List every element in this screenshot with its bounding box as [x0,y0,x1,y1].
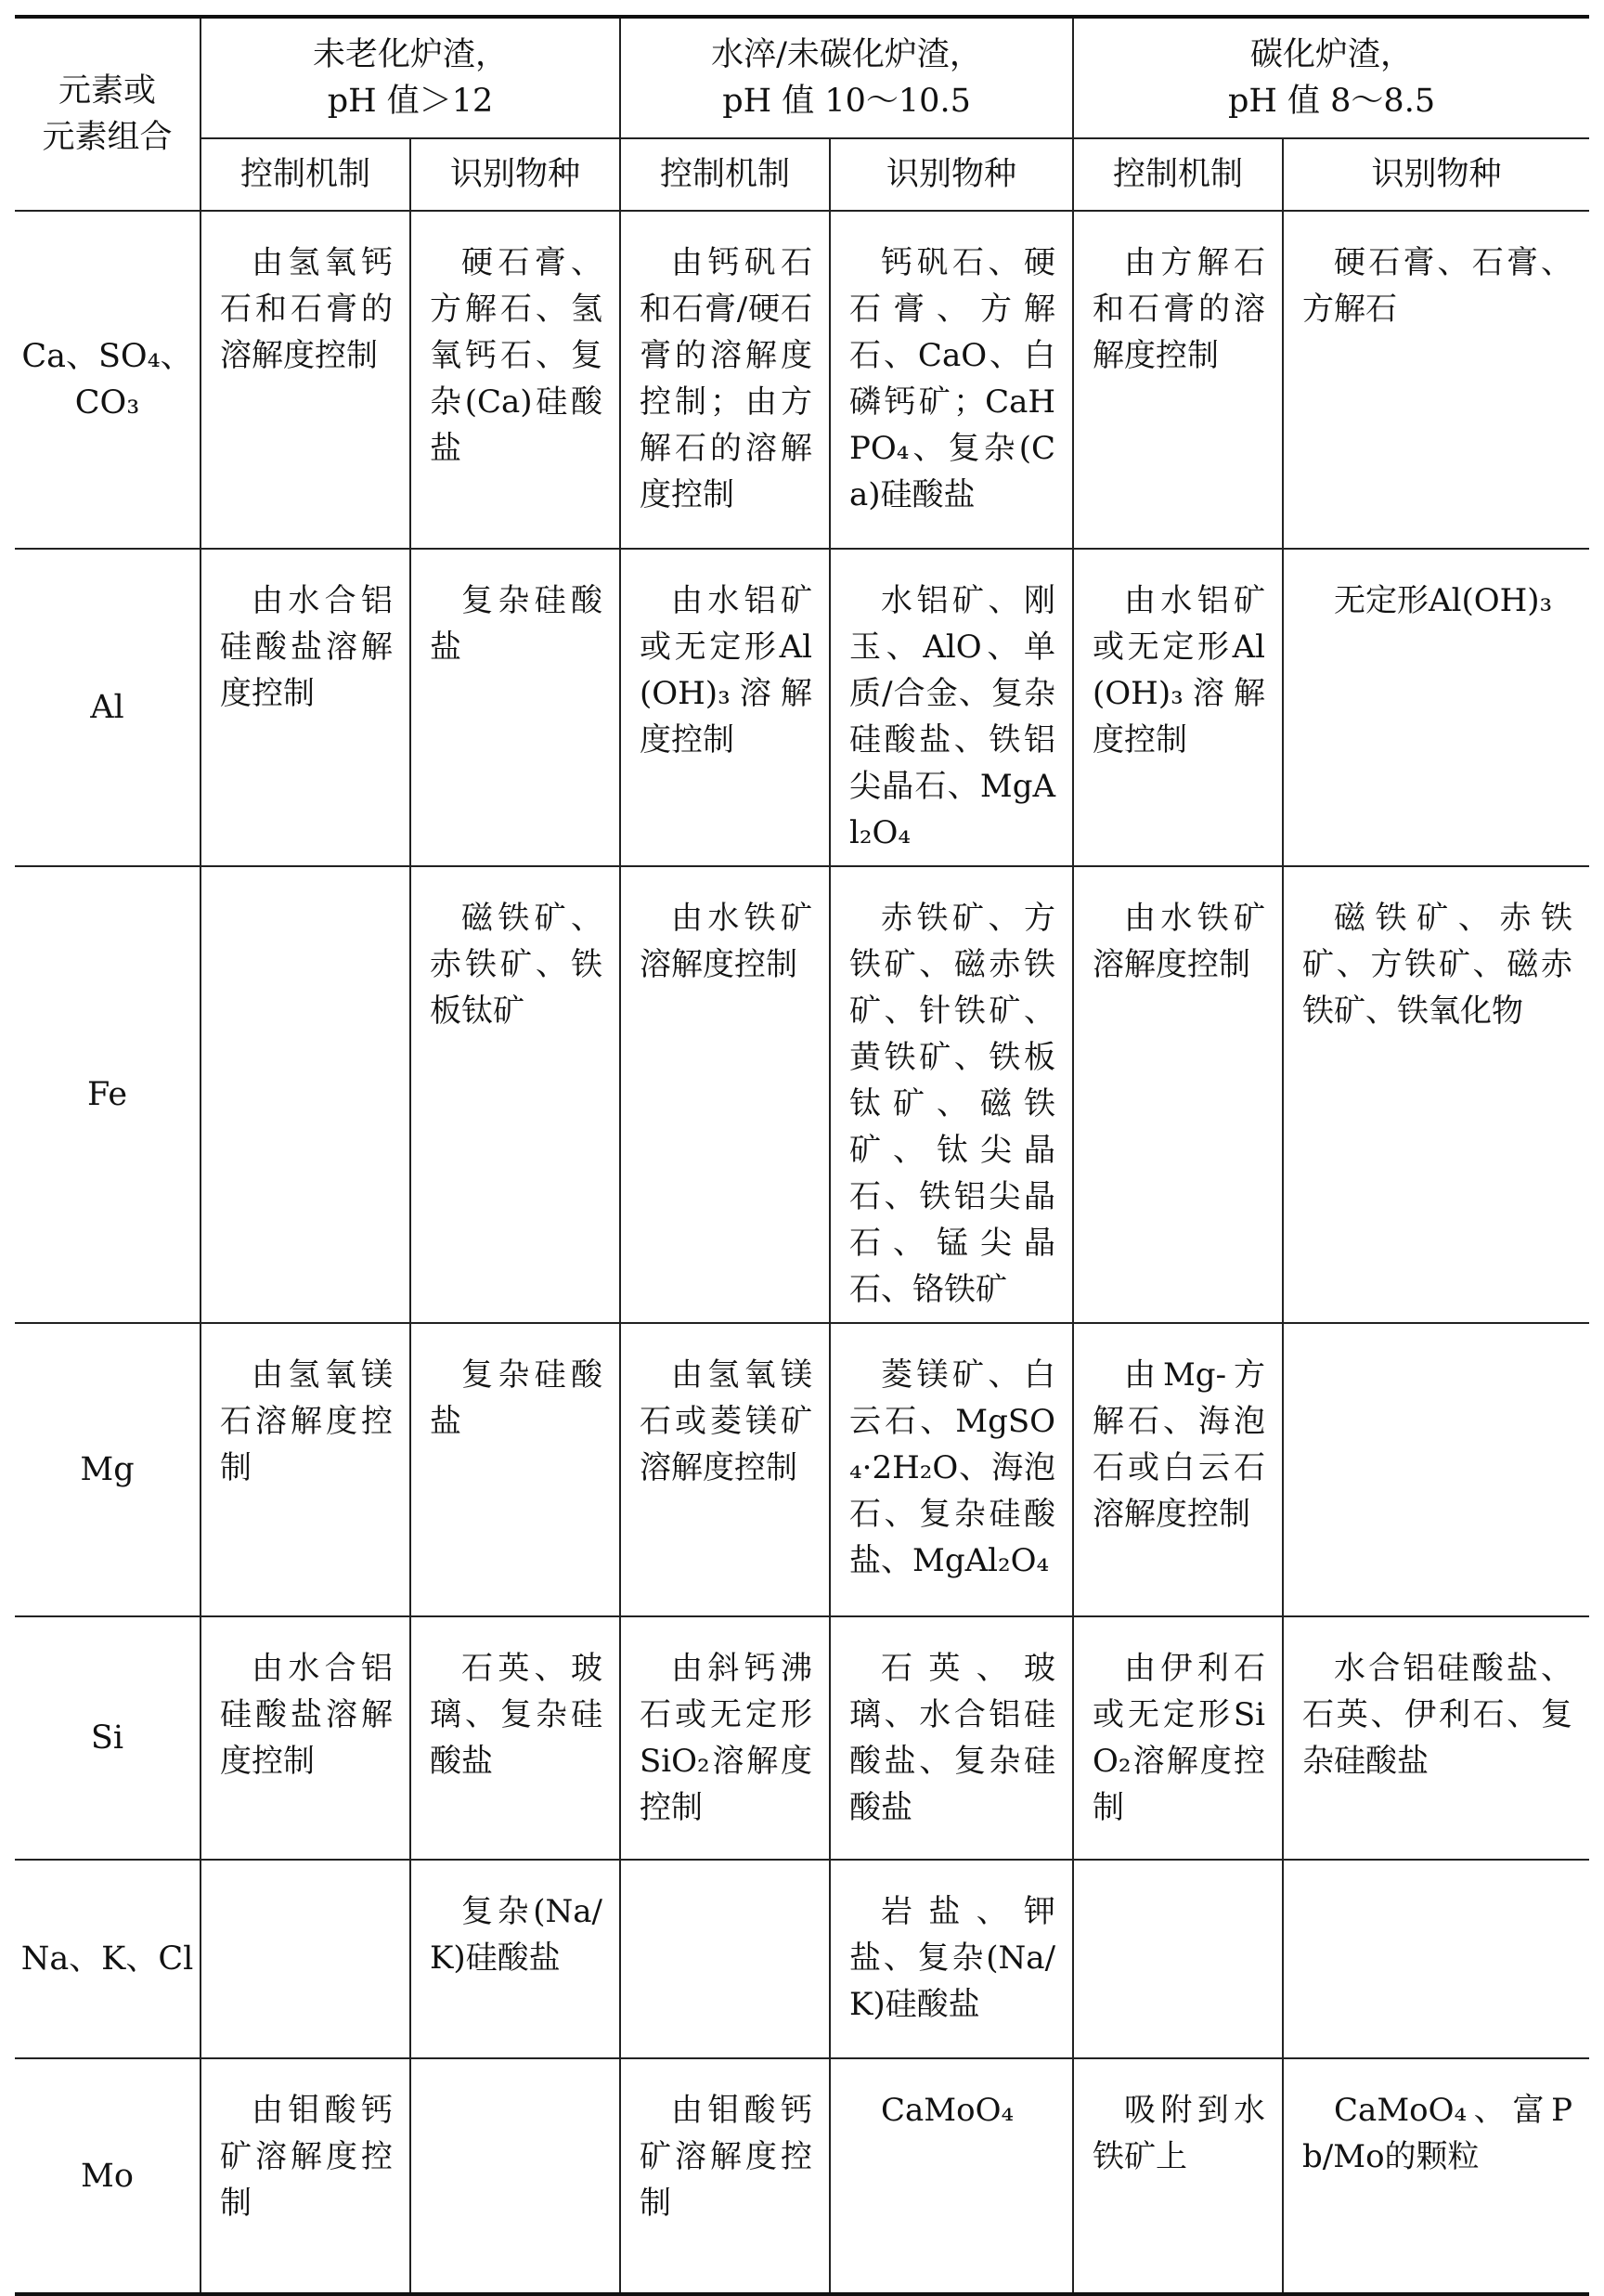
cell-text: 硬石膏、石膏、方解石 [1302,244,1573,328]
identified-species-cell [830,1323,1073,1616]
control-mechanism-cell [200,1323,410,1616]
sub-header-species: 识别物种 [1283,138,1589,211]
control-mechanism-cell [1073,2058,1283,2294]
control-mechanism-cell [200,866,410,1323]
table-row [15,549,1589,866]
table-row [15,1616,1589,1860]
cell-text: 石英、玻璃、复杂硅酸盐 [430,1650,603,1780]
control-mechanism-cell [200,549,410,866]
cell-text: 由水铝矿或无定形Al(OH)₃溶解度控制 [640,582,813,759]
control-mechanism-cell [1073,211,1283,549]
header-row-sub [15,138,1589,211]
identified-species-cell [830,2058,1073,2294]
cell-text: 硬石膏、方解石、氢氧钙石、复杂(Ca)硅酸盐 [430,244,603,467]
table-row [15,1323,1589,1616]
identified-species-cell [1283,866,1589,1323]
cell-text: 由水铁矿溶解度控制 [1093,900,1266,983]
control-mechanism-cell [620,1323,830,1616]
cell-text: 由钙矾石和石膏/硬石膏的溶解度控制；由方解石的溶解度控制 [640,244,813,513]
element-label: Si [15,1616,200,1860]
identified-species-cell [830,1860,1073,2058]
cell-text: 由钼酸钙矿溶解度控制 [220,2092,393,2222]
element-header-line2: 元素组合 [42,119,173,156]
element-label: Al [15,549,200,866]
group-title: 未老化炉渣， [313,36,509,73]
cell-text: 由氢氧钙石和石膏的溶解度控制 [220,244,393,374]
cell-text: 由钼酸钙矿溶解度控制 [640,2092,813,2222]
control-mechanism-cell [1073,1860,1283,2058]
control-mechanism-cell [620,2058,830,2294]
control-mechanism-cell [1073,1616,1283,1860]
identified-species-cell [1283,2058,1589,2294]
sub-header-species: 识别物种 [410,138,620,211]
cell-text: 由斜钙沸石或无定形SiO₂溶解度控制 [640,1650,813,1826]
identified-species-cell [410,211,620,549]
group-title: 碳化炉渣， [1250,36,1414,73]
cell-text: 无定形Al(OH)₃ [1334,582,1553,619]
element-header-line1: 元素或 [58,72,156,110]
identified-species-cell [410,866,620,1323]
identified-species-cell [830,549,1073,866]
control-mechanism-cell [200,2058,410,2294]
group-ph: pH 值 8～8.5 [1227,83,1436,120]
element-label: Na、K、Cl [15,1860,200,2058]
sub-header-control: 控制机制 [200,138,410,211]
group-ph: pH 值 10～10.5 [722,83,971,120]
sub-header-control: 控制机制 [620,138,830,211]
control-mechanism-cell [620,549,830,866]
identified-species-cell [410,549,620,866]
control-mechanism-cell [1073,866,1283,1323]
cell-text: 菱镁矿、白云石、MgSO₄·2H₂O、海泡石、复杂硅酸盐、MgAl₂O₄ [849,1356,1056,1579]
identified-species-cell [830,866,1073,1323]
element-column-header [15,17,200,211]
identified-species-cell [1283,1323,1589,1616]
group-header-unaged [200,17,620,138]
identified-species-cell [1283,1616,1589,1860]
cell-text: CaMoO₄、富Pb/Mo的颗粒 [1302,2092,1573,2175]
identified-species-cell [410,1323,620,1616]
cell-text: 由水铝矿或无定形Al(OH)₃溶解度控制 [1093,582,1266,759]
control-mechanism-cell [1073,549,1283,866]
cell-text: 由水合铝硅酸盐溶解度控制 [220,582,393,712]
sub-header-control: 控制机制 [1073,138,1283,211]
cell-text: 钙矾石、硬石膏、方解石、CaO、白磷钙矿；CaHPO₄、复杂(Ca)硅酸盐 [849,244,1056,513]
cell-text: 吸附到水铁矿上 [1093,2092,1266,2175]
identified-species-cell [410,2058,620,2294]
table-row [15,211,1589,549]
identified-species-cell [410,1860,620,2058]
control-mechanism-cell [200,1860,410,2058]
cell-text: CaMoO₄ [881,2092,1015,2129]
cell-text: 由氢氧镁石溶解度控制 [220,1356,393,1486]
element-label: Ca、SO₄、CO₃ [15,211,200,549]
control-mechanism-cell [1073,1323,1283,1616]
cell-text: 由Mg-方解石、海泡石或白云石溶解度控制 [1093,1356,1266,1533]
table-row [15,866,1589,1323]
control-mechanism-cell [620,1860,830,2058]
table-body [15,211,1589,2294]
element-label: Mg [15,1323,200,1616]
control-mechanism-cell [620,1616,830,1860]
identified-species-cell [830,211,1073,549]
header-row-groups [15,17,1589,138]
element-label: Mo [15,2058,200,2294]
identified-species-cell [1283,1860,1589,2058]
group-title: 水淬/未碳化炉渣， [711,36,982,73]
identified-species-cell [1283,549,1589,866]
cell-text: 水合铝硅酸盐、石英、伊利石、复杂硅酸盐 [1302,1650,1573,1780]
group-header-quenched [620,17,1073,138]
slag-control-table [15,15,1589,2296]
sub-header-species: 识别物种 [830,138,1073,211]
cell-text: 由伊利石或无定形SiO₂溶解度控制 [1093,1650,1266,1826]
control-mechanism-cell [200,211,410,549]
identified-species-cell [410,1616,620,1860]
identified-species-cell [830,1616,1073,1860]
cell-text: 由方解石和石膏的溶解度控制 [1093,244,1266,374]
cell-text: 磁铁矿、赤铁矿、铁板钛矿 [430,900,603,1030]
table-row [15,2058,1589,2294]
cell-text: 由水铁矿溶解度控制 [640,900,813,983]
cell-text: 岩盐、钾盐、复杂(Na/K)硅酸盐 [849,1893,1056,2023]
cell-text: 复杂(Na/K)硅酸盐 [430,1893,603,1977]
cell-text: 磁铁矿、赤铁矿、方铁矿、磁赤铁矿、铁氧化物 [1302,900,1573,1030]
table-container [15,15,1589,2296]
cell-text: 石英、玻璃、水合铝硅酸盐、复杂硅酸盐 [849,1650,1056,1826]
group-header-carbonated [1073,17,1589,138]
control-mechanism-cell [620,866,830,1323]
control-mechanism-cell [200,1616,410,1860]
cell-text: 由氢氧镁石或菱镁矿溶解度控制 [640,1356,813,1486]
cell-text: 赤铁矿、方铁矿、磁赤铁矿、针铁矿、黄铁矿、铁板钛矿、磁铁矿、钛尖晶石、铁铝尖晶石、锰尖晶石、铬铁矿 [849,900,1056,1308]
element-label: Fe [15,866,200,1323]
table-row [15,1860,1589,2058]
identified-species-cell [1283,211,1589,549]
group-ph: pH 值＞12 [327,83,494,120]
cell-text: 复杂硅酸盐 [430,1356,603,1440]
control-mechanism-cell [620,211,830,549]
cell-text: 由水合铝硅酸盐溶解度控制 [220,1650,393,1780]
cell-text: 复杂硅酸盐 [430,582,603,666]
cell-text: 水铝矿、刚玉、AlO、单质/合金、复杂硅酸盐、铁铝尖晶石、MgAl₂O₄ [849,582,1056,851]
